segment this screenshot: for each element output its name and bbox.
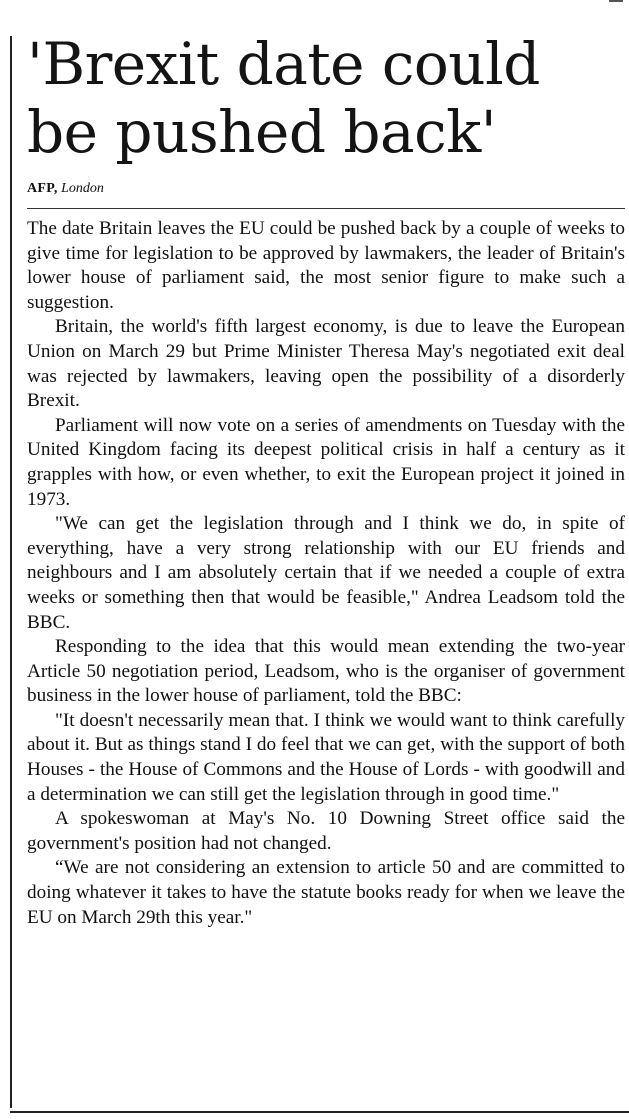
top-rule [0,0,629,6]
byline-divider [27,208,625,209]
byline-location: London [61,181,104,196]
article-paragraph: The date Britain leaves the EU could be pushed back by a couple of weeks to give time for legislation to be approved by lawmakers, the leader of Britain's lower house of parliament said, the most senior figure to make such a suggestion. [27,218,625,313]
article-paragraph: Responding to the idea that this would mean extending the two-year Article 50 negotiation period, Leadsom, who is the organiser of government business in the lower house of parliament, told the BBC: [27,636,625,707]
article-paragraph: Parliament will now vote on a series of amendments on Tuesday with the United Kingdom facing its deepest political crisis in half a century as it grapples with how, or even whether, to exit the European project it joined in 1973. [27,414,625,510]
column-bottom-rule [10,1111,629,1113]
news-article [27,30,625,930]
article-paragraph: “We are not considering an extension to article 50 and are committed to doing whatever it takes to have the statute books ready for when we leave the EU on March 29th this year." [27,857,625,928]
byline-agency: AFP, [27,181,58,196]
page-corner-mark [609,0,623,2]
article-paragraph: "It doesn't necessarily mean that. I think we would want to think carefully about it. But as things stand I do feel that we can get, with the support of both Houses - the House of Commons and the House of Lords - with goodwill and a determination we can still get the legislation through in good time." [27,709,625,805]
column-left-rule [10,36,12,1108]
article-paragraph: "We can get the legislation through and I think we do, in spite of everything, have a very strong relationship with our EU friends and neighbours and I am absolutely certain that if we needed a couple of extra weeks or something then that would be feasible," Andrea Leadsom told the BBC. [27,513,625,633]
article-body [27,217,625,930]
article-paragraph: A spokeswoman at May's No. 10 Downing Street office said the government's position had not changed. [27,808,625,854]
article-byline [27,180,625,198]
article-paragraph: Britain, the world's fifth largest economy, is due to leave the European Union on March 29 but Prime Minister Theresa May's negotiated exit deal was rejected by lawmakers, leaving open the possibility of a disorderly Brexit. [27,316,625,412]
article-headline: 'Brexit date could be pushed back' [27,30,540,166]
